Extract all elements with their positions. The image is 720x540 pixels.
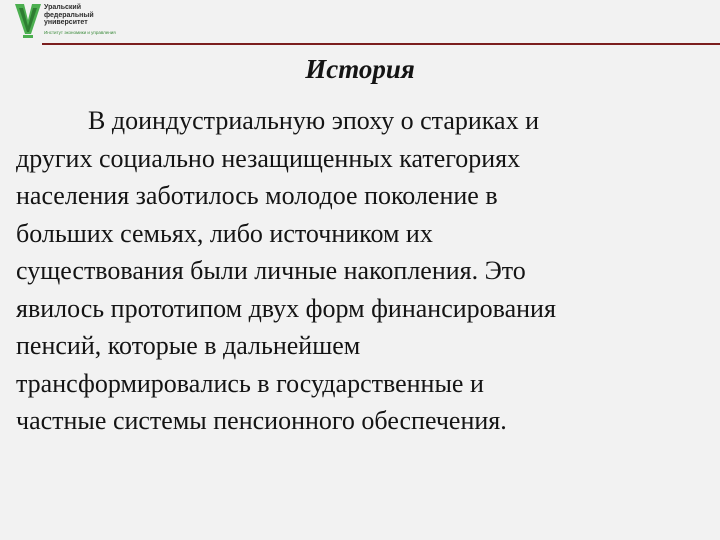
paragraph-line-2: других социально незащищенных категориях [16,143,521,173]
logo-name-line-1: Уральский [44,4,82,11]
logo-name-line-2: федеральный [44,11,94,19]
slide-body-paragraph [16,102,706,440]
paragraph-line-8: трансформировались в государственные и [16,368,484,398]
university-logo-icon [15,4,41,40]
paragraph-line-5: существования были личные накопления. Это [16,256,526,285]
paragraph-line-9: частные системы пенсионного обеспечения. [16,406,507,435]
university-name [44,4,204,35]
logo-subtitle: Институт экономики и управления [44,29,116,35]
slide-title: История [305,54,415,84]
paragraph-line-6: явилось прототипом двух форм финансирования [16,293,556,323]
header-divider [42,43,720,45]
slide-header [0,0,720,50]
logo-name-line-3: университет [44,19,88,26]
paragraph-line-3: населения заботилось молодое поколение в [16,181,498,210]
paragraph-line-7: пенсий, которые в дальнейшем [16,331,361,360]
paragraph-line-4: больших семьях, либо источником их [16,218,433,248]
paragraph-line-1: В доиндустриальную эпоху о стариках и [88,106,540,135]
